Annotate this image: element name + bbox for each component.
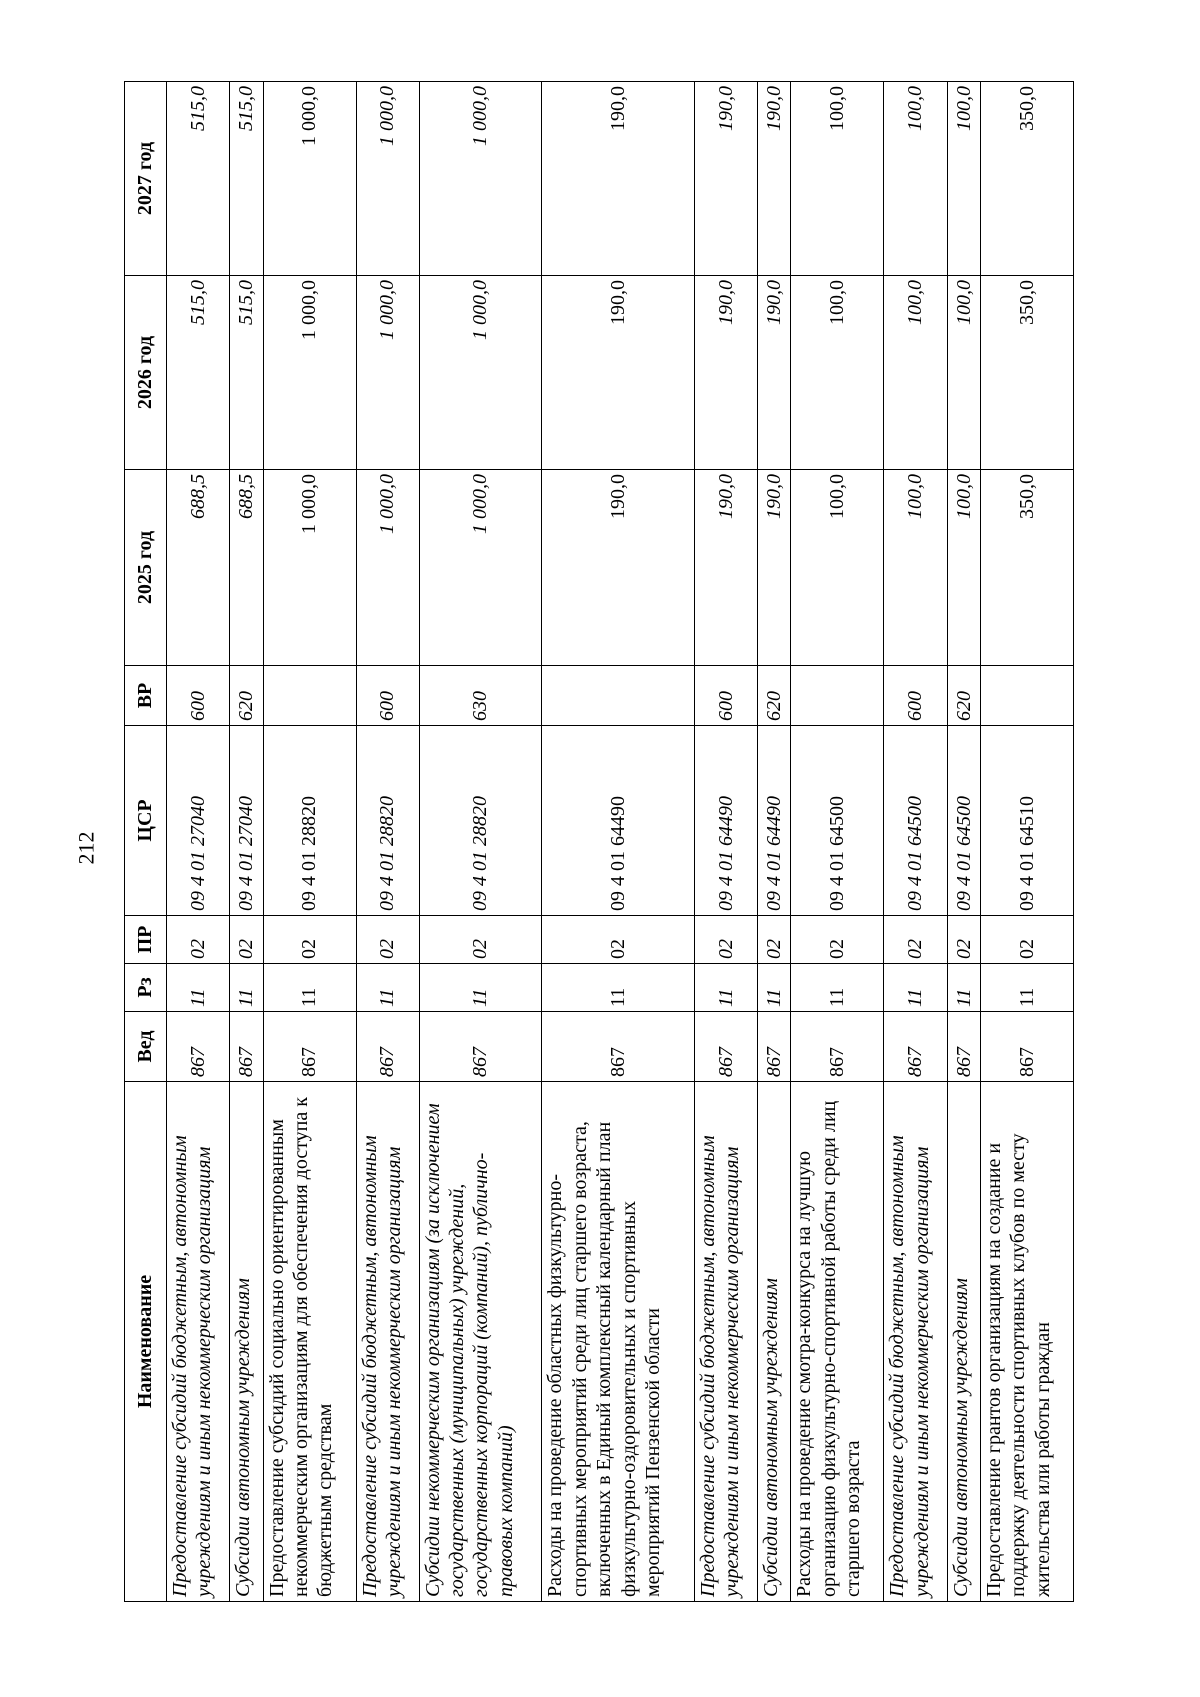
cell-y2026: 515,0 bbox=[230, 276, 263, 470]
cell-ved: 867 bbox=[356, 1012, 419, 1082]
cell-y2027: 100,0 bbox=[791, 82, 884, 276]
cell-vr: 620 bbox=[230, 666, 263, 726]
cell-csr: 09 4 01 64490 bbox=[542, 726, 694, 916]
cell-y2027: 190,0 bbox=[542, 82, 694, 276]
cell-csr: 09 4 01 28820 bbox=[263, 726, 356, 916]
cell-pr: 02 bbox=[542, 916, 694, 964]
cell-vr: 600 bbox=[167, 666, 230, 726]
cell-ved: 867 bbox=[980, 1012, 1073, 1082]
table-row bbox=[947, 82, 980, 1602]
cell-y2026: 1 000,0 bbox=[263, 276, 356, 470]
cell-ved: 867 bbox=[542, 1012, 694, 1082]
cell-csr: 09 4 01 64500 bbox=[791, 726, 884, 916]
cell-csr: 09 4 01 64490 bbox=[758, 726, 791, 916]
table-row bbox=[791, 82, 884, 1602]
cell-name: Предоставление субсидий бюджетным, автономным учреждениям и иным некоммерческим организациям bbox=[694, 1082, 757, 1602]
cell-name: Расходы на проведение областных физкультурно-спортивных мероприятий среди лиц старшего возраста, включенных в Единый комплексный календарный план физкультурно-оздоровительных и спортивных мероприятий Пензенской области bbox=[542, 1082, 694, 1602]
cell-y2025: 100,0 bbox=[884, 470, 947, 666]
cell-name: Субсидии автономным учреждениям bbox=[947, 1082, 980, 1602]
cell-y2025: 100,0 bbox=[947, 470, 980, 666]
cell-y2026: 1 000,0 bbox=[419, 276, 542, 470]
cell-rz: 11 bbox=[230, 964, 263, 1012]
cell-name: Расходы на проведение смотра-конкурса на лучшую организацию физкультурно-спортивной работы среди лиц старшего возраста bbox=[791, 1082, 884, 1602]
cell-y2026: 100,0 bbox=[947, 276, 980, 470]
cell-y2027: 515,0 bbox=[167, 82, 230, 276]
cell-vr: 620 bbox=[758, 666, 791, 726]
cell-y2026: 515,0 bbox=[167, 276, 230, 470]
table-body bbox=[167, 82, 1074, 1602]
cell-rz: 11 bbox=[542, 964, 694, 1012]
cell-rz: 11 bbox=[356, 964, 419, 1012]
table-row bbox=[167, 82, 230, 1602]
cell-rz: 11 bbox=[167, 964, 230, 1012]
cell-rz: 11 bbox=[419, 964, 542, 1012]
cell-y2027: 515,0 bbox=[230, 82, 263, 276]
cell-vr: 600 bbox=[884, 666, 947, 726]
header-vr: ВР bbox=[125, 666, 167, 726]
cell-y2026: 100,0 bbox=[791, 276, 884, 470]
cell-y2025: 688,5 bbox=[230, 470, 263, 666]
cell-y2027: 350,0 bbox=[980, 82, 1073, 276]
cell-pr: 02 bbox=[419, 916, 542, 964]
table-row bbox=[356, 82, 419, 1602]
cell-rz: 11 bbox=[263, 964, 356, 1012]
cell-name: Субсидии некоммерческим организациям (за исключением государственных (муниципальных) учреждений, государственных корпораций (компаний), публично-правовых компаний) bbox=[419, 1082, 542, 1602]
cell-pr: 02 bbox=[980, 916, 1073, 964]
cell-vr: 620 bbox=[947, 666, 980, 726]
cell-y2025: 190,0 bbox=[542, 470, 694, 666]
cell-rz: 11 bbox=[758, 964, 791, 1012]
cell-y2026: 1 000,0 bbox=[356, 276, 419, 470]
cell-name: Предоставление грантов организациям на создание и поддержку деятельности спортивных клубов по месту жительства или работы граждан bbox=[980, 1082, 1073, 1602]
cell-ved: 867 bbox=[167, 1012, 230, 1082]
cell-rz: 11 bbox=[694, 964, 757, 1012]
cell-ved: 867 bbox=[419, 1012, 542, 1082]
header-ved: Вед bbox=[125, 1012, 167, 1082]
cell-pr: 02 bbox=[884, 916, 947, 964]
cell-vr bbox=[542, 666, 694, 726]
header-rz: Рз bbox=[125, 964, 167, 1012]
cell-pr: 02 bbox=[230, 916, 263, 964]
cell-pr: 02 bbox=[791, 916, 884, 964]
cell-pr: 02 bbox=[758, 916, 791, 964]
cell-ved: 867 bbox=[694, 1012, 757, 1082]
cell-csr: 09 4 01 64510 bbox=[980, 726, 1073, 916]
cell-y2027: 1 000,0 bbox=[356, 82, 419, 276]
cell-y2025: 1 000,0 bbox=[263, 470, 356, 666]
table-row bbox=[694, 82, 757, 1602]
cell-vr bbox=[263, 666, 356, 726]
cell-ved: 867 bbox=[947, 1012, 980, 1082]
table-row bbox=[542, 82, 694, 1602]
cell-name: Предоставление субсидий бюджетным, автономным учреждениям и иным некоммерческим организациям bbox=[356, 1082, 419, 1602]
table-row bbox=[758, 82, 791, 1602]
header-2027: 2027 год bbox=[125, 82, 167, 276]
cell-vr bbox=[791, 666, 884, 726]
cell-rz: 11 bbox=[980, 964, 1073, 1012]
cell-ved: 867 bbox=[758, 1012, 791, 1082]
budget-table bbox=[124, 81, 1074, 1602]
cell-y2027: 100,0 bbox=[884, 82, 947, 276]
header-pr: ПР bbox=[125, 916, 167, 964]
cell-ved: 867 bbox=[884, 1012, 947, 1082]
cell-y2027: 1 000,0 bbox=[263, 82, 356, 276]
header-csr: ЦСР bbox=[125, 726, 167, 916]
cell-name: Субсидии автономным учреждениям bbox=[230, 1082, 263, 1602]
cell-name: Предоставление субсидий социально ориентированным некоммерческим организациям для обеспечения доступа к бюджетным средствам bbox=[263, 1082, 356, 1602]
cell-csr: 09 4 01 64500 bbox=[884, 726, 947, 916]
cell-pr: 02 bbox=[263, 916, 356, 964]
cell-name: Субсидии автономным учреждениям bbox=[758, 1082, 791, 1602]
cell-name: Предоставление субсидий бюджетным, автономным учреждениям и иным некоммерческим организациям bbox=[167, 1082, 230, 1602]
cell-vr: 630 bbox=[419, 666, 542, 726]
cell-pr: 02 bbox=[167, 916, 230, 964]
header-2025: 2025 год bbox=[125, 470, 167, 666]
cell-csr: 09 4 01 28820 bbox=[356, 726, 419, 916]
cell-y2025: 190,0 bbox=[694, 470, 757, 666]
cell-y2025: 190,0 bbox=[758, 470, 791, 666]
header-name: Наименование bbox=[125, 1082, 167, 1602]
table-row bbox=[263, 82, 356, 1602]
cell-vr bbox=[980, 666, 1073, 726]
cell-rz: 11 bbox=[884, 964, 947, 1012]
cell-y2027: 190,0 bbox=[694, 82, 757, 276]
cell-ved: 867 bbox=[263, 1012, 356, 1082]
cell-y2026: 350,0 bbox=[980, 276, 1073, 470]
cell-vr: 600 bbox=[356, 666, 419, 726]
table-row bbox=[980, 82, 1073, 1602]
table-row bbox=[230, 82, 263, 1602]
cell-y2027: 1 000,0 bbox=[419, 82, 542, 276]
cell-pr: 02 bbox=[947, 916, 980, 964]
cell-csr: 09 4 01 64500 bbox=[947, 726, 980, 916]
cell-ved: 867 bbox=[230, 1012, 263, 1082]
cell-y2026: 190,0 bbox=[694, 276, 757, 470]
cell-y2025: 1 000,0 bbox=[356, 470, 419, 666]
cell-y2025: 688,5 bbox=[167, 470, 230, 666]
cell-y2025: 1 000,0 bbox=[419, 470, 542, 666]
cell-csr: 09 4 01 27040 bbox=[230, 726, 263, 916]
cell-rz: 11 bbox=[791, 964, 884, 1012]
cell-vr: 600 bbox=[694, 666, 757, 726]
cell-pr: 02 bbox=[356, 916, 419, 964]
cell-csr: 09 4 01 64490 bbox=[694, 726, 757, 916]
cell-csr: 09 4 01 27040 bbox=[167, 726, 230, 916]
page-number: 212 bbox=[73, 831, 99, 865]
table-header-row bbox=[125, 82, 167, 1602]
cell-y2026: 100,0 bbox=[884, 276, 947, 470]
cell-pr: 02 bbox=[694, 916, 757, 964]
cell-y2027: 190,0 bbox=[758, 82, 791, 276]
cell-name: Предоставление субсидий бюджетным, автономным учреждениям и иным некоммерческим организациям bbox=[884, 1082, 947, 1602]
table-row bbox=[884, 82, 947, 1602]
cell-y2027: 100,0 bbox=[947, 82, 980, 276]
budget-table-container bbox=[124, 82, 1074, 1602]
cell-y2026: 190,0 bbox=[542, 276, 694, 470]
cell-y2025: 350,0 bbox=[980, 470, 1073, 666]
cell-rz: 11 bbox=[947, 964, 980, 1012]
cell-y2025: 100,0 bbox=[791, 470, 884, 666]
header-2026: 2026 год bbox=[125, 276, 167, 470]
table-row bbox=[419, 82, 542, 1602]
cell-ved: 867 bbox=[791, 1012, 884, 1082]
cell-csr: 09 4 01 28820 bbox=[419, 726, 542, 916]
cell-y2026: 190,0 bbox=[758, 276, 791, 470]
